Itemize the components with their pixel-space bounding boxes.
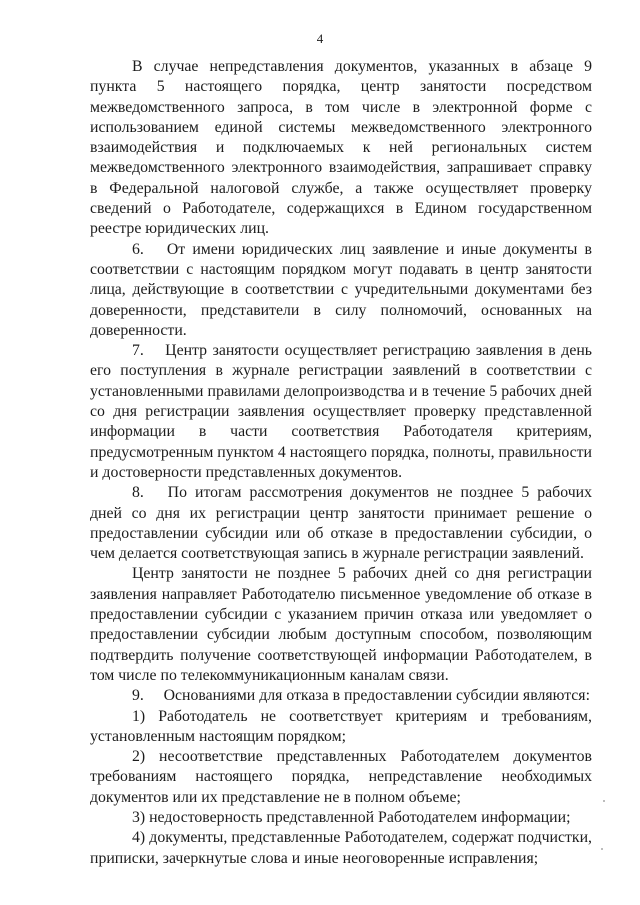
paragraph-tax-request: В случае непредставления документов, указанных в абзаце 9 пункта 5 настоящего порядка, центр занятости посредством межведомственного запроса, в том числе в электронной форме с использованием единой системы межведомственного электронного взаимодействия и подключаемых к ней региональных систем межведомственного электронного взаимодействия, запрашивает справку в Федеральной налоговой службе, а также осуществляет проверку сведений о Работодателе, содержащихся в Едином государственном реестре юридических лиц. [90, 58, 592, 238]
scan-speck [603, 800, 605, 802]
scan-speck [601, 848, 603, 850]
paragraph-item-8: 8. По итогам рассмотрения документов не позднее 5 рабочих дней со дня их регистрации центр занятости принимает решение о предоставлении субсидии или об отказе в предоставлении субсидии, о чем делается соответствующая запись в журнале регистрации заявлений. [90, 484, 592, 563]
list-item-3: 3) недостоверность представленной Работодателем информации; [132, 808, 571, 826]
paragraph-notification: Центр занятости не позднее 5 рабочих дней со дня регистрации заявления направляет Работодателю письменное уведомление об отказе в предоставлении субсидии с указанием причин отказа или уведомляет о предоставлении субсидии любым доступным способом, позволяющим подтвердить получение соответствующей информации Работодателем, в том числе по телекоммуникационным каналам связи. [90, 565, 592, 684]
list-item-1: 1) Работодатель не соответствует критериям и требованиям, установленным настоящим порядком; [90, 707, 592, 745]
paragraph-item-7: 7. Центр занятости осуществляет регистрацию заявления в день его поступления в журнале регистрации заявлений в соответствии с установленными правилами делопроизводства и в течение 5 рабочих дней со дня регистрации заявления осуществляет проверку представленной информации в части соответствия Работодателя критериям, предусмотренным пунктом 4 настоящего порядка, полноты, правильности и достоверности представленных документов. [90, 342, 592, 481]
page-number: 4 [316, 31, 324, 46]
list-item-2: 2) несоответствие представленных Работодателем документов требованиям настоящего порядка, непредставление необходимых документов или их представление не в полном объеме; [90, 748, 592, 806]
document-body [90, 57, 592, 869]
list-item-4: 4) документы, представленные Работодателем, содержат подчистки, приписки, зачеркнутые слова и иные неоговоренные исправления; [90, 829, 592, 867]
paragraph-item-6: 6. От имени юридических лиц заявление и иные документы в соответствии с настоящим порядком могут подавать в центр занятости лица, действующие в соответствии с учредительными документами без доверенности, представители в силу полномочий, основанных на доверенности. [90, 240, 592, 339]
paragraph-item-9: 9. Основаниями для отказа в предоставлении субсидии являются: [132, 687, 590, 705]
